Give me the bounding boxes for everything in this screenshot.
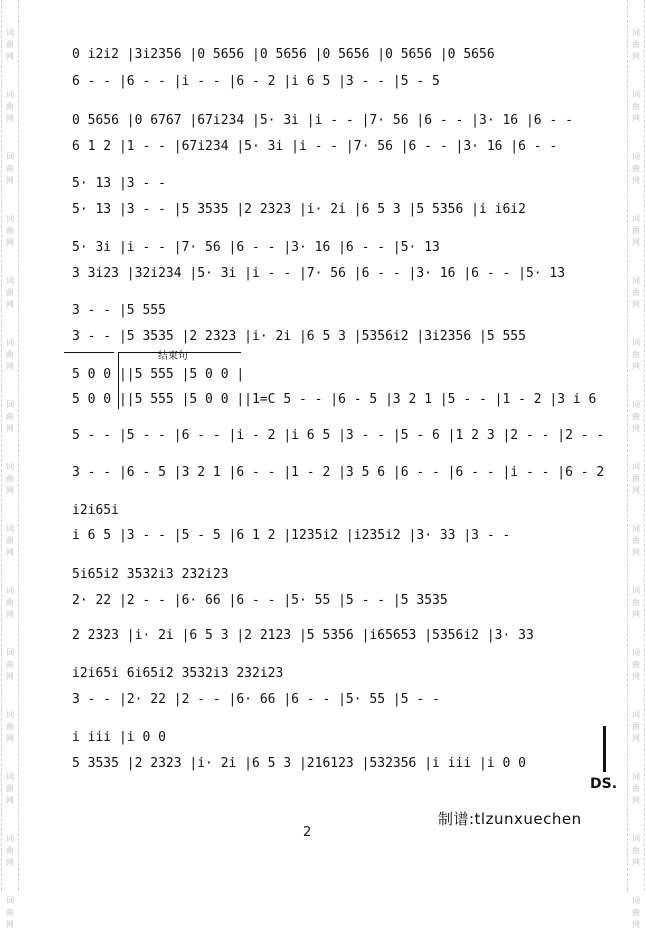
- watermark-glyph: 词: [6, 152, 14, 161]
- watermark-glyph: 曲: [632, 908, 640, 917]
- watermark-glyph: 网: [6, 238, 14, 247]
- score-line-10-lower: 2· 22 |2 - - |6· 66 |6 - - |5· 55 |5 - - |5 3535: [72, 593, 448, 608]
- watermark-glyph: 曲: [6, 784, 14, 793]
- score-line-3-upper: 5· 13 |3 - -: [72, 176, 166, 191]
- watermark-glyph: 网: [6, 796, 14, 805]
- watermark-glyph: 词: [632, 400, 640, 409]
- watermark-glyph: 词: [632, 586, 640, 595]
- watermark-glyph: 曲: [6, 536, 14, 545]
- final-barline: [603, 726, 606, 772]
- score-line-5-upper: 3 - - |5 555: [72, 303, 166, 318]
- watermark-glyph: 词: [632, 648, 640, 657]
- score-line-4-lower: 3 3i23 |32i234 |5· 3i |i - - |7· 56 |6 - - |3· 16 |6 - - |5· 13: [72, 266, 566, 281]
- watermark-glyph: 词: [632, 462, 640, 471]
- score-line-1-upper: 0 i2i2 |3i2356 |0 5656 |0 5656 |0 5656 |0 5656 |0 5656: [72, 47, 495, 62]
- score-line-11: 2 2323 |i· 2i |6 5 3 |2 2123 |5 5356 |i65653 |5356i2 |3· 33: [72, 628, 534, 643]
- watermark-glyph: 曲: [632, 784, 640, 793]
- watermark-glyph: 词: [6, 586, 14, 595]
- score-line-9-upper: i2i65i: [72, 503, 119, 518]
- watermark-glyph: 网: [6, 734, 14, 743]
- watermark-glyph: 网: [632, 486, 640, 495]
- watermark-glyph: 词: [6, 214, 14, 223]
- watermark-glyph: 曲: [6, 412, 14, 421]
- watermark-glyph: 曲: [6, 350, 14, 359]
- watermark-glyph: 词: [632, 772, 640, 781]
- watermark-glyph: 曲: [632, 412, 640, 421]
- watermark-glyph: 曲: [6, 40, 14, 49]
- watermark-glyph: 网: [6, 114, 14, 123]
- watermark-glyph: 词: [6, 834, 14, 843]
- watermark-glyph: 网: [632, 114, 640, 123]
- watermark-glyph: 网: [6, 610, 14, 619]
- watermark-glyph: 词: [6, 400, 14, 409]
- watermark-glyph: 曲: [6, 846, 14, 855]
- watermark-glyph: 词: [632, 524, 640, 533]
- watermark-glyph: 曲: [632, 288, 640, 297]
- watermark-glyph: 网: [6, 548, 14, 557]
- watermark-glyph: 词: [632, 152, 640, 161]
- watermark-glyph: 网: [632, 362, 640, 371]
- watermark-glyph: 词: [6, 90, 14, 99]
- watermark-glyph: 网: [632, 796, 640, 805]
- watermark-glyph: 曲: [6, 226, 14, 235]
- watermark-glyph: 曲: [632, 40, 640, 49]
- watermark-glyph: 网: [632, 610, 640, 619]
- score-line-5-lower: 3 - - |5 3535 |2 2323 |i· 2i |6 5 3 |5356i2 |3i2356 |5 555: [72, 329, 526, 344]
- watermark-glyph: 词: [6, 896, 14, 905]
- watermark-glyph: 曲: [6, 102, 14, 111]
- watermark-glyph: 网: [632, 858, 640, 867]
- watermark-glyph: 曲: [6, 288, 14, 297]
- watermark-glyph: 词: [632, 896, 640, 905]
- score-line-4-upper: 5· 3i |i - - |7· 56 |6 - - |3· 16 |6 - - |5· 13: [72, 240, 440, 255]
- watermark-glyph: 网: [6, 858, 14, 867]
- watermark-glyph: 网: [632, 176, 640, 185]
- watermark-glyph: 词: [6, 772, 14, 781]
- watermark-glyph: 词: [632, 90, 640, 99]
- score-line-13-lower: 5 3535 |2 2323 |i· 2i |6 5 3 |216123 |532356 |i iii |i 0 0: [72, 756, 526, 771]
- watermark-glyph: 网: [6, 300, 14, 309]
- watermark-glyph: 曲: [632, 102, 640, 111]
- watermark-glyph: 词: [6, 338, 14, 347]
- watermark-glyph: 词: [6, 276, 14, 285]
- watermark-glyph: 曲: [632, 846, 640, 855]
- watermark-glyph: 网: [6, 486, 14, 495]
- watermark-glyph: 词: [6, 462, 14, 471]
- score-line-3-lower: 5· 13 |3 - - |5 3535 |2 2323 |i· 2i |6 5 3 |5 5356 |i i6i2: [72, 202, 526, 217]
- transcriber-credit: 制谱:tlzunxuechen: [438, 810, 582, 828]
- watermark-glyph: 词: [632, 338, 640, 347]
- watermark-glyph: 曲: [6, 474, 14, 483]
- watermark-glyph: 曲: [6, 722, 14, 731]
- watermark-glyph: 网: [632, 238, 640, 247]
- watermark-glyph: 曲: [6, 660, 14, 669]
- watermark-glyph: 网: [632, 672, 640, 681]
- watermark-glyph: 网: [6, 424, 14, 433]
- score-line-1-lower: 6 - - |6 - - |i - - |6 - 2 |i 6 5 |3 - - |5 - 5: [72, 74, 440, 89]
- watermark-glyph: 曲: [632, 350, 640, 359]
- section-divider-line: [64, 352, 114, 353]
- watermark-glyph: 词: [632, 834, 640, 843]
- watermark-glyph: 曲: [6, 908, 14, 917]
- watermark-glyph: 曲: [632, 722, 640, 731]
- watermark-glyph: 词: [632, 276, 640, 285]
- watermark-glyph: 网: [632, 920, 640, 929]
- score-line-6-upper: 5 0 0 ||5 555 |5 0 0 |: [72, 367, 245, 382]
- score-line-12-upper: i2i65i 6i65i2 3532i3 232i23: [72, 666, 284, 681]
- score-line-2-upper: 0 5656 |0 6767 |67i234 |5· 3i |i - - |7· 56 |6 - - |3· 16 |6 - -: [72, 113, 573, 128]
- watermark-glyph: 网: [632, 52, 640, 61]
- watermark-glyph: 曲: [632, 536, 640, 545]
- watermark-glyph: 词: [632, 710, 640, 719]
- score-line-12-lower: 3 - - |2· 22 |2 - - |6· 66 |6 - - |5· 55 |5 - -: [72, 692, 440, 707]
- watermark-glyph: 曲: [632, 598, 640, 607]
- watermark-glyph: 网: [632, 424, 640, 433]
- watermark-glyph: 网: [6, 672, 14, 681]
- watermark-glyph: 网: [632, 734, 640, 743]
- watermark-glyph: 曲: [632, 164, 640, 173]
- watermark-glyph: 词: [6, 28, 14, 37]
- watermark-glyph: 曲: [632, 660, 640, 669]
- watermark-glyph: 词: [6, 648, 14, 657]
- end-phrase-label: 结束句: [158, 351, 188, 362]
- watermark-glyph: 网: [6, 920, 14, 929]
- score-line-10-upper: 5i65i2 3532i3 232i23: [72, 567, 229, 582]
- score-line-6-lower: 5 0 0 ||5 555 |5 0 0 ||1=C 5 - - |6 - 5 |3 2 1 |5 - - |1 - 2 |3 i 6: [72, 392, 597, 407]
- score-line-7: 5 - - |5 - - |6 - - |i - 2 |i 6 5 |3 - - |5 - 6 |1 2 3 |2 - - |2 - -: [72, 428, 605, 443]
- page-number: 2: [303, 825, 312, 840]
- ds-mark: DS.: [590, 776, 618, 792]
- score-line-8: 3 - - |6 - 5 |3 2 1 |6 - - |1 - 2 |3 5 6 |6 - - |6 - - |i - - |6 - 2: [72, 465, 605, 480]
- watermark-glyph: 网: [6, 176, 14, 185]
- watermark-glyph: 曲: [6, 598, 14, 607]
- watermark-glyph: 词: [632, 214, 640, 223]
- watermark-glyph: 词: [6, 710, 14, 719]
- watermark-glyph: 曲: [6, 164, 14, 173]
- watermark-glyph: 曲: [632, 474, 640, 483]
- watermark-glyph: 词: [632, 28, 640, 37]
- watermark-glyph: 网: [632, 300, 640, 309]
- watermark-left-strip: [1, 0, 19, 929]
- watermark-right-strip: [627, 0, 645, 929]
- score-line-13-upper: i iii |i 0 0: [72, 730, 166, 745]
- score-line-2-lower: 6 1 2 |1 - - |67i234 |5· 3i |i - - |7· 56 |6 - - |3· 16 |6 - -: [72, 139, 558, 154]
- watermark-glyph: 网: [6, 52, 14, 61]
- watermark-glyph: 词: [6, 524, 14, 533]
- watermark-glyph: 网: [632, 548, 640, 557]
- score-line-9-lower: i 6 5 |3 - - |5 - 5 |6 1 2 |1235i2 |i235i2 |3· 33 |3 - -: [72, 528, 511, 543]
- watermark-glyph: 网: [6, 362, 14, 371]
- watermark-glyph: 曲: [632, 226, 640, 235]
